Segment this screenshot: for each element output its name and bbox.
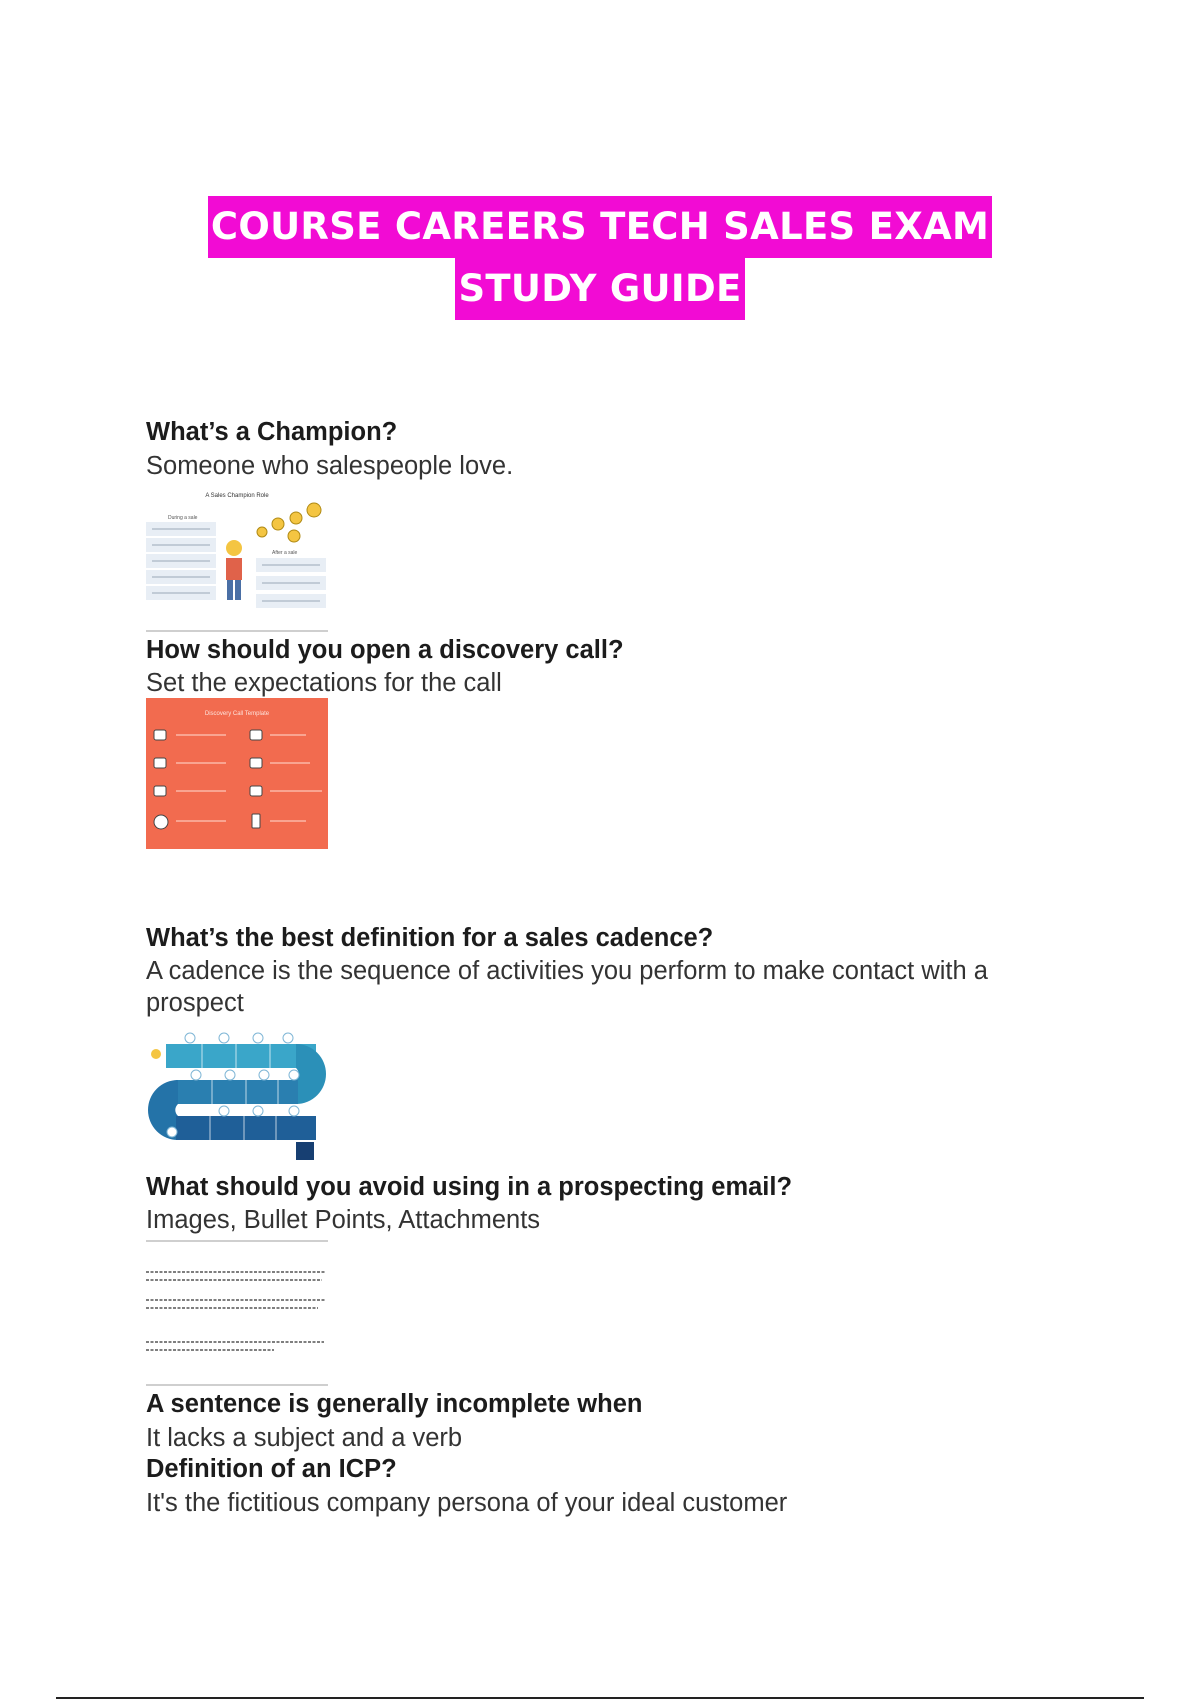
question-sales-cadence: What’s the best definition for a sales cadence?: [146, 924, 714, 952]
answer-prospecting-email: Images, Bullet Points, Attachments: [146, 1206, 541, 1234]
discovery-template-icon: [146, 698, 328, 849]
question-discovery-call: How should you open a discovery call?: [146, 636, 624, 664]
champion-thumbnail: [146, 488, 328, 624]
title-line-2: STUDY GUIDE: [455, 258, 744, 320]
question-champion: What’s a Champion?: [146, 418, 398, 446]
svg-text:A Sales Champion Role: A Sales Champion Role: [205, 493, 269, 499]
answer-icp: It's the fictitious company persona of your ideal customer: [146, 1489, 788, 1517]
svg-text:After a sale: After a sale: [272, 550, 298, 556]
cadence-path-icon: [146, 1030, 328, 1172]
document-title: [0, 196, 1200, 320]
email-text-snippet-icon: [146, 1262, 328, 1362]
svg-text:Discovery Call Template: Discovery Call Template: [204, 711, 270, 717]
divider: [146, 1384, 328, 1386]
question-incomplete-sentence: A sentence is generally incomplete when: [146, 1390, 643, 1418]
champion-illustration-icon: [146, 488, 328, 624]
svg-text:During a sale: During a sale: [168, 515, 198, 521]
divider: [146, 630, 328, 632]
answer-incomplete-sentence: It lacks a subject and a verb: [146, 1424, 463, 1452]
discovery-thumbnail: [146, 698, 328, 849]
answer-champion: Someone who salespeople love.: [146, 452, 514, 480]
cadence-thumbnail: [146, 1030, 328, 1172]
footer-divider: [56, 1697, 1144, 1699]
question-prospecting-email: What should you avoid using in a prospecting email?: [146, 1173, 793, 1201]
title-line-1: COURSE CAREERS TECH SALES EXAM: [208, 196, 992, 258]
divider: [146, 1240, 328, 1242]
answer-discovery-call: Set the expectations for the call: [146, 669, 502, 697]
answer-sales-cadence: A cadence is the sequence of activities you perform to make contact with a prospect: [146, 957, 988, 1017]
question-icp: Definition of an ICP?: [146, 1455, 397, 1483]
email-thumbnail: [146, 1262, 328, 1362]
